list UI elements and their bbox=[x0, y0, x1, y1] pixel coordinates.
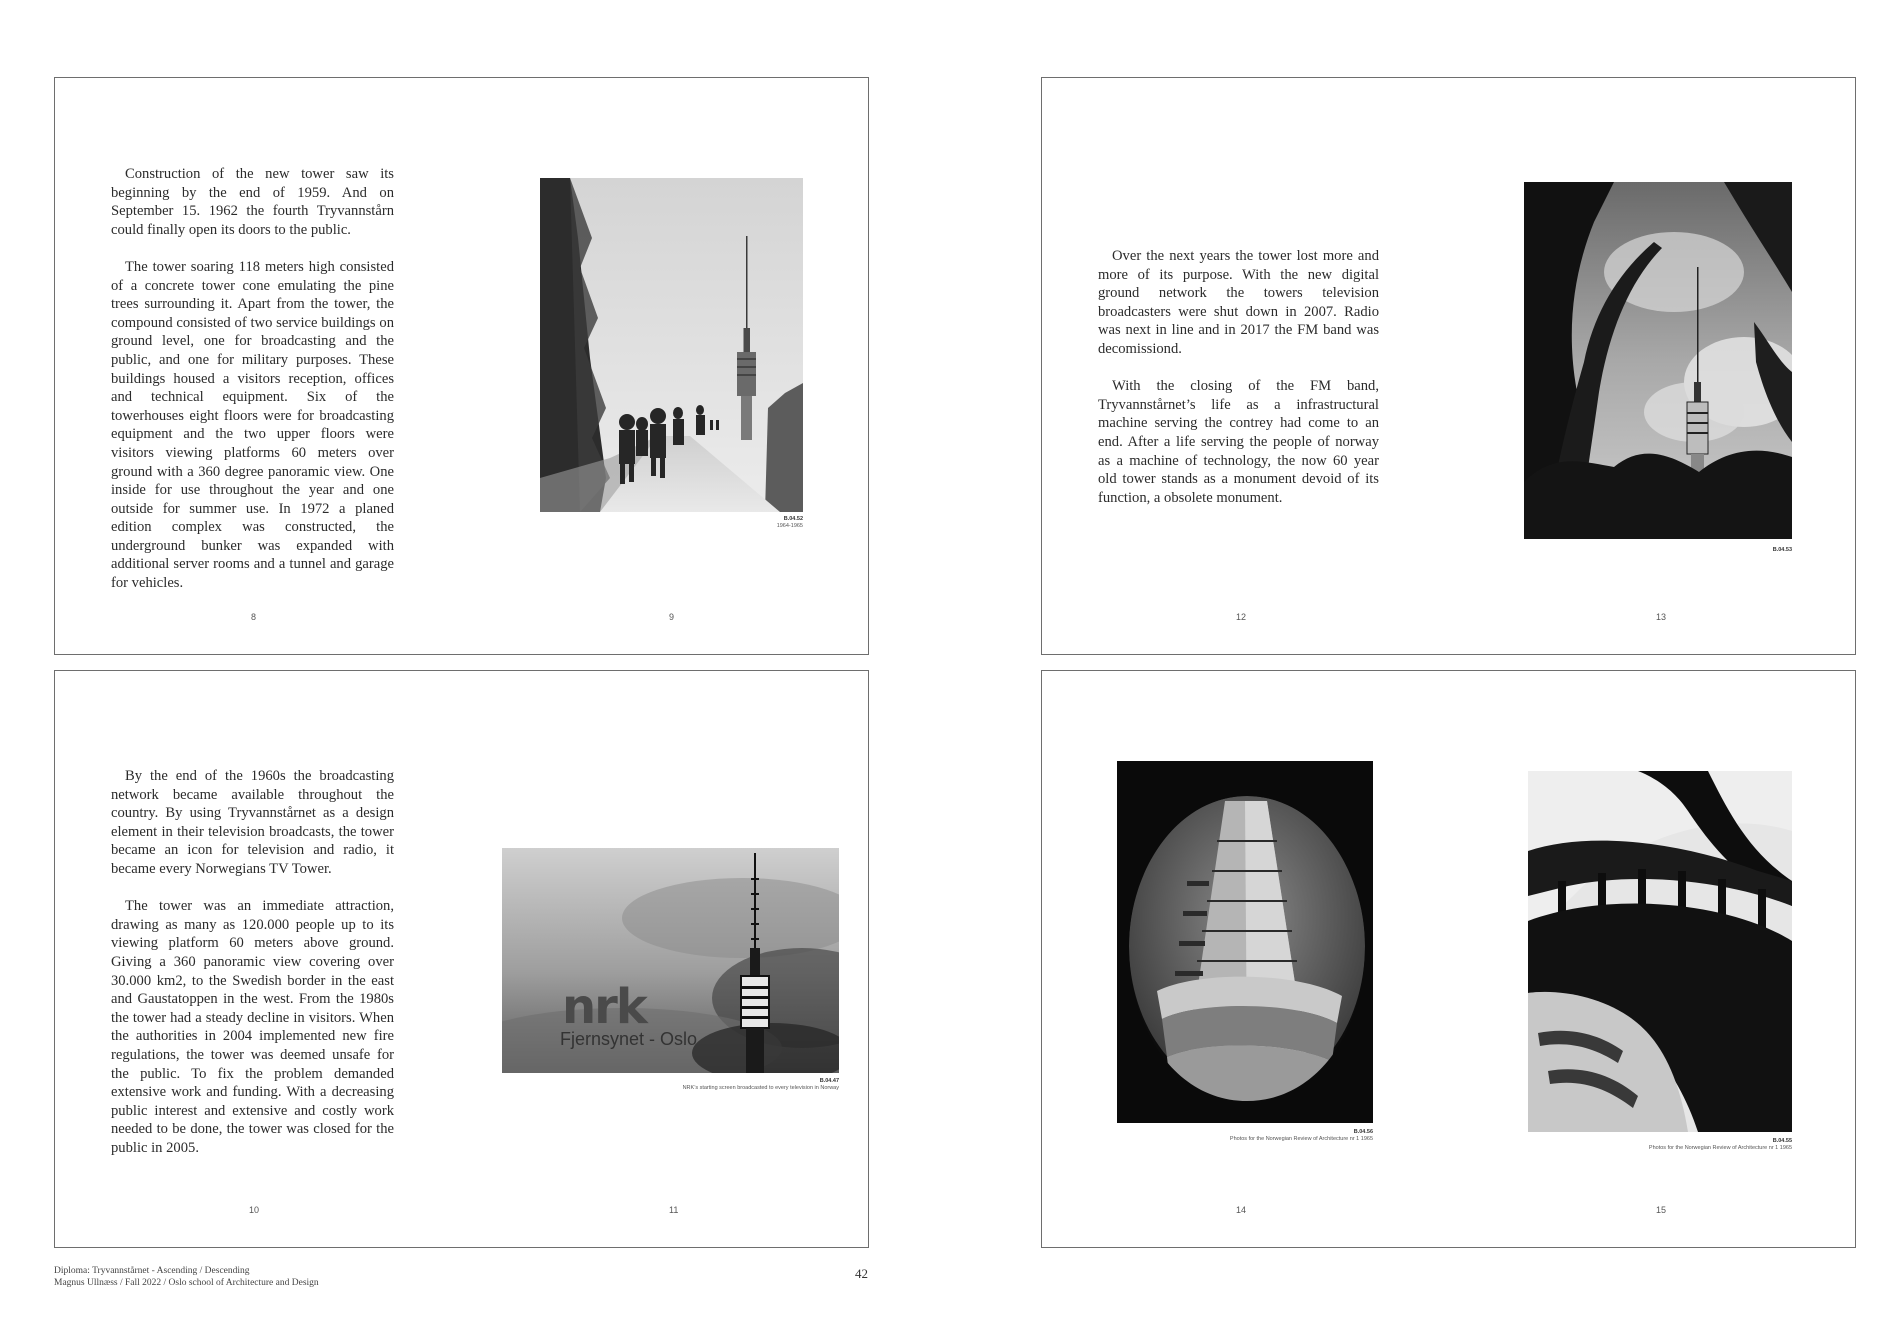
paragraph: Over the next years the tower lost more and more of its purpose. With the new digital ground network the towers television broadcasters were shut down in 2007. Radio was next in line and in 2017 the FM band was decomissiond. bbox=[1098, 248, 1379, 357]
text-column bbox=[1098, 247, 1379, 507]
text-column bbox=[111, 165, 394, 593]
tower-through-trees-photo bbox=[1524, 182, 1792, 539]
footer-title: Diploma: Tryvannstårnet - Ascending / Descending bbox=[54, 1266, 250, 1276]
footer-author: Magnus Ullnæss / Fall 2022 / Oslo school of Architecture and Design bbox=[54, 1278, 319, 1288]
document-footer bbox=[54, 1265, 319, 1289]
figure-id: B.04.52 bbox=[783, 516, 803, 522]
page-number-right: 15 bbox=[1656, 1205, 1667, 1215]
page-number-right: 11 bbox=[669, 1205, 679, 1215]
page-number-right: 13 bbox=[1656, 612, 1667, 622]
figure-id: B.04.55 bbox=[1772, 1138, 1792, 1144]
figure-caption: Photos for the Norwegian Review of Architecture nr 1 1965 bbox=[1648, 1145, 1792, 1151]
page-number-left: 12 bbox=[1236, 612, 1247, 622]
figure-id: B.04.53 bbox=[1772, 547, 1792, 553]
spread-pages-14-15 bbox=[1041, 670, 1856, 1248]
paragraph: With the closing of the FM band, Tryvannstårnet’s life as a infrastructural machine serving the contrey had come to an end. After a life serving the people of norway as a machine of technology, the now 60 year old tower stands as a monument devoid of its function, a obsolete monument. bbox=[1098, 378, 1379, 506]
figure-id: B.04.56 bbox=[1353, 1129, 1373, 1135]
text-column bbox=[111, 767, 394, 1157]
figure-id: B.04.47 bbox=[819, 1078, 839, 1084]
paragraph: The tower soaring 118 meters high consisted of a concrete tower cone emulating the pine trees surrounding it. Apart from the tower, the compound consisted of two service buildings on ground level, one for broadcasting and the public, and one for military purposes. These buildings housed a visitors reception, offices and technical equipment. Six of the towerhouses eight floors were for broadcasting equipment and the two upper floors were visitors viewing platforms 60 meters over ground with a 360 degree panoramic view. One inside for use throughout the year and one outside for summer use. In 1972 a planed edition complex was constructed, the underground bunker was expanded with additional server rooms and a tunnel and garage for vehicles. bbox=[111, 258, 394, 592]
page-number-left: 8 bbox=[251, 612, 257, 622]
curved-walkway-photo bbox=[1528, 771, 1792, 1132]
page-number-right: 9 bbox=[669, 612, 675, 622]
nrk-logo: nrk bbox=[562, 979, 646, 1035]
figure-caption: NRK’s starting screen broadcasted to every television in Norway bbox=[682, 1085, 839, 1091]
paragraph: By the end of the 1960s the broadcasting network became available throughout the country. By using Tryvannstårnet as a design element in their television broadcasts, the tower became an icon for television and radio, it became every Norwegians TV Tower. bbox=[111, 768, 394, 877]
figure-caption: Photos for the Norwegian Review of Architecture nr 1 1965 bbox=[1229, 1136, 1373, 1142]
nrk-test-screen-image bbox=[502, 848, 839, 1073]
paragraph: The tower was an immediate attraction, drawing as many as 120.000 people up to its viewing platform 60 meters above ground. Giving a 360 panoramic view covering over 30.000 km2, to the Swedish border in the east and Gaustatoppen in the west. From the 1980s the tower had a steady decline in visitors. When the authorities in 2004 implemented new fire regulations, the tower was deemed unsafe for the public. To fix the problem demanded extensive work and funding. With a decreasing public interest and extensive and costly work needed to be done, the tower was closed for the public in 2005. bbox=[111, 898, 394, 1156]
spread-pages-8-9 bbox=[54, 77, 869, 655]
tower-from-below-photo bbox=[1117, 761, 1373, 1123]
spread-pages-10-11 bbox=[54, 670, 869, 1248]
page-number-left: 10 bbox=[249, 1205, 260, 1215]
overlay-caption: Fjernsynet - Oslo bbox=[560, 1029, 698, 1049]
figure-caption: 1964-1965 bbox=[776, 523, 803, 529]
tower-visitors-photo bbox=[540, 178, 803, 512]
paragraph: Construction of the new tower saw its beginning by the end of 1959. And on September 15. 1962 the fourth Tryvannstårn could finally open its doors to the public. bbox=[111, 166, 394, 238]
sheet-number: 42 bbox=[855, 1266, 868, 1281]
spread-pages-12-13 bbox=[1041, 77, 1856, 655]
page-number-left: 14 bbox=[1236, 1205, 1247, 1215]
